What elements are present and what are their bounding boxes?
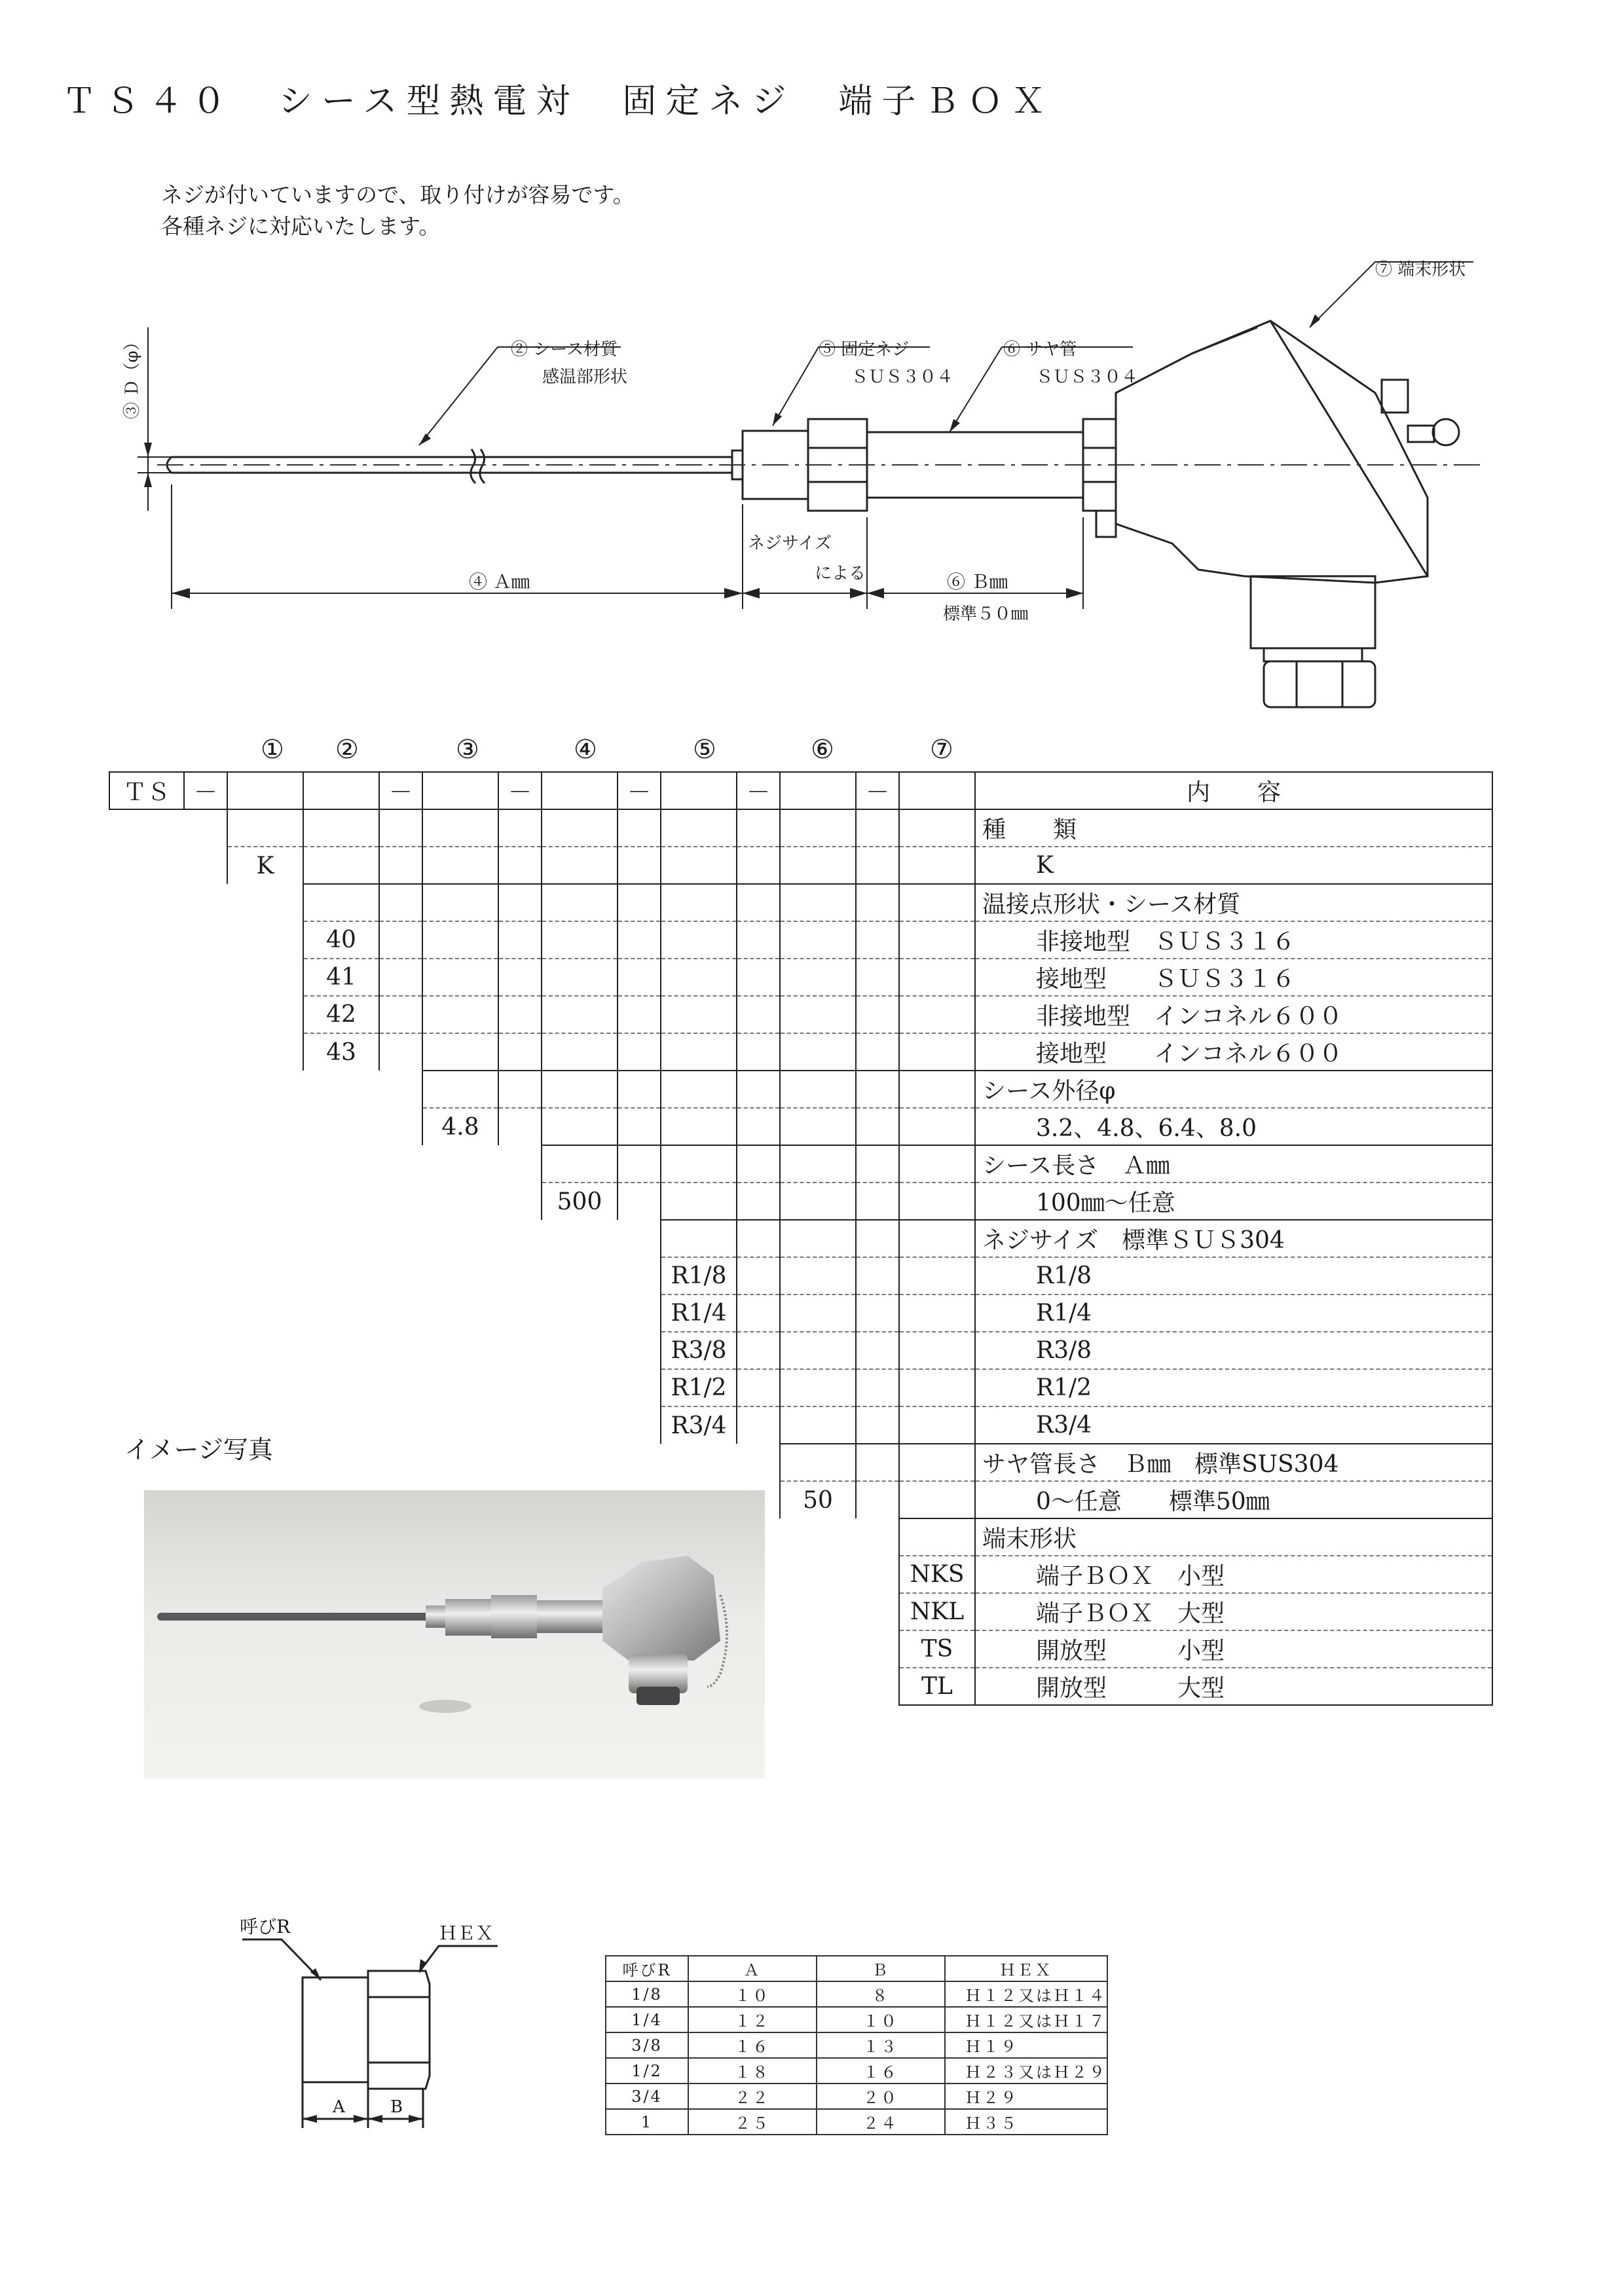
option-row [109,1183,1492,1220]
product-photo [144,1490,765,1778]
size-row [606,2032,1107,2058]
option-desc: 非接地型 インコネル６００ [975,996,1492,1033]
header-desc: 内 容 [975,772,1492,809]
size-cell: １２ [688,2007,817,2032]
chain-lug [1382,380,1408,413]
col-number: ⑦ [930,735,953,765]
photo-label: イメージ写真 [124,1435,273,1464]
size-row [606,2109,1107,2135]
size-cell: ２０ [817,2084,945,2109]
size-row [606,2084,1107,2109]
option-desc: R1/2 [975,1369,1492,1406]
option-code: 42 [303,996,379,1033]
option-desc: 非接地型 ＳＵＳ３１６ [975,921,1492,959]
option-code: 500 [542,1183,618,1220]
option-code: R1/4 [661,1294,737,1332]
size-cell: １０ [688,1981,817,2007]
section-title: 端末形状 [975,1518,1492,1556]
size-cell: Ｈ１９ [945,2032,1107,2058]
page-title: ＴＳ４０ シース型熱電対 固定ネジ 端子ＢＯＸ [62,82,1055,121]
section-title: 温接点形状・シース材質 [975,884,1492,921]
option-row [109,921,1492,959]
size-header: Ａ [688,1956,817,1981]
fitting-thread [303,1977,368,2082]
section-title: サヤ管長さ Ｂ㎜ 標準SUS304 [975,1444,1492,1481]
col-number: ① [261,735,284,765]
option-row [109,1369,1492,1406]
size-cell: 3/4 [606,2084,688,2109]
dim-label-a: ④ Ａ㎜ [469,571,530,593]
size-cell: ２２ [688,2084,817,2109]
option-desc: 100㎜～任意 [975,1183,1492,1220]
option-code: R1/2 [661,1369,737,1406]
option-code: R3/4 [661,1406,737,1444]
col-number: ④ [574,735,597,765]
size-header: ＨＥＸ [945,1956,1107,1981]
spec-header-row [109,772,1492,809]
option-row [109,1257,1492,1294]
dash-cell: － [379,772,422,809]
size-cell: ２４ [817,2109,945,2135]
dim-label-thread-1: ネジサイズ [748,534,832,553]
size-row [606,2058,1107,2084]
fitting-label-a: A [333,2097,345,2117]
label-diameter: ③ Ｄ（φ） [122,333,142,419]
section-row [109,1145,1492,1183]
label-fixed-thread: ⑤ 固定ネジ [819,340,910,359]
size-cell: １８ [688,2058,817,2084]
size-header-row [606,1956,1107,1981]
option-code: 4.8 [422,1108,498,1145]
fitting-label-r: 呼びR [240,1916,291,1937]
option-desc: 接地型 インコネル６００ [975,1033,1492,1071]
size-cell: Ｈ１２又はＨ１７ [945,2007,1107,2032]
option-code: NKL [899,1593,975,1630]
thread-size-table [605,1955,1108,2135]
option-row [109,1033,1492,1071]
dim-label-thread-2: による [815,564,866,583]
intro-line-2: 各種ネジに対応いたします。 [161,213,441,239]
intro-line-1: ネジが付いていますので、取り付けが容易です。 [161,182,635,208]
option-row [109,1108,1492,1145]
section-title: 種 類 [975,809,1492,847]
col-number: ⑥ [811,735,834,765]
option-desc: 開放型 大型 [975,1668,1492,1705]
break-mark [480,449,485,483]
cable-gland [1251,576,1375,648]
section-row [109,1071,1492,1108]
size-cell: １６ [688,2032,817,2058]
label-fixed-thread-material: ＳＵＳ３０４ [851,367,954,387]
size-cell: Ｈ２９ [945,2084,1107,2109]
option-row [109,1332,1492,1369]
fitting-label-b: B [390,2097,403,2117]
dash-cell: － [737,772,780,809]
option-code: K [227,847,303,884]
option-desc: 開放型 小型 [975,1630,1492,1668]
size-cell: 1/8 [606,1981,688,2007]
option-row [109,1294,1492,1332]
fitting-label-hex: ＨＥＸ [439,1922,494,1944]
size-cell: 3/8 [606,2032,688,2058]
label-sheath-material: ② シース材質 [511,340,618,359]
option-desc: R1/4 [975,1294,1492,1332]
size-row [606,2007,1107,2032]
option-desc: R3/8 [975,1332,1492,1369]
section-row [109,1444,1492,1481]
size-cell: 1/2 [606,2058,688,2084]
fitting-sketch [223,1899,537,2135]
break-mark [471,449,475,483]
size-cell: Ｈ１２又はＨ１４ [945,1981,1107,2007]
section-row [109,809,1492,847]
prefix-cell: ＴＳ [109,772,184,809]
dash-cell: － [618,772,661,809]
label-sensing-shape: 感温部形状 [542,367,628,387]
size-cell: Ｈ２３又はＨ２９ [945,2058,1107,2084]
option-code: TL [899,1668,975,1705]
cap-screw [1433,419,1459,445]
product-photo-illustration [144,1490,765,1778]
size-cell: １３ [817,2032,945,2058]
option-code: NKS [899,1556,975,1593]
option-row [109,847,1492,884]
technical-drawing [0,0,1624,733]
option-desc: K [975,847,1492,884]
col-number: ⑤ [693,735,716,765]
size-cell: ８ [817,1981,945,2007]
label-sleeve: ⑥ サヤ管 [1003,340,1077,359]
option-desc: 0～任意 標準50㎜ [975,1481,1492,1518]
dash-cell: － [184,772,227,809]
size-cell: １０ [817,2007,945,2032]
size-row [606,1981,1107,2007]
option-desc: 端子ＢＯＸ 小型 [975,1556,1492,1593]
dim-label-b-std: 標準５０㎜ [943,604,1029,624]
option-desc: 3.2、4.8、6.4、8.0 [975,1108,1492,1145]
option-desc: R3/4 [975,1406,1492,1444]
option-code: 43 [303,1033,379,1071]
option-desc: 端子ＢＯＸ 大型 [975,1593,1492,1630]
col-number: ② [335,735,359,765]
section-row [109,884,1492,921]
col-number: ③ [456,735,479,765]
label-sleeve-material: ＳＵＳ３０４ [1036,367,1139,387]
option-code: TS [899,1630,975,1668]
size-cell: 1/4 [606,2007,688,2032]
option-row [109,959,1492,996]
size-cell: ２５ [688,2109,817,2135]
dash-cell: － [856,772,899,809]
option-code: 41 [303,959,379,996]
section-title: シース長さ Ａ㎜ [975,1145,1492,1183]
option-code: R1/8 [661,1257,737,1294]
size-cell: 1 [606,2109,688,2135]
dash-cell: － [498,772,542,809]
section-row [109,1220,1492,1257]
option-desc: R1/8 [975,1257,1492,1294]
section-title: ネジサイズ 標準ＳＵＳ304 [975,1220,1492,1257]
option-desc: 接地型 ＳＵＳ３１６ [975,959,1492,996]
option-row [109,1406,1492,1444]
option-code: 40 [303,921,379,959]
fitting-hex [368,1971,430,2089]
size-cell: １６ [817,2058,945,2084]
terminal-head [1116,321,1428,583]
label-terminal-shape: ⑦ 端末形状 [1375,260,1466,280]
dim-label-b: ⑥ Ｂ㎜ [947,571,1008,593]
size-header: Ｂ [817,1956,945,1981]
size-cell: Ｈ３５ [945,2109,1107,2135]
option-code: 50 [780,1481,856,1518]
size-header: 呼びR [606,1956,688,1981]
option-row [109,996,1492,1033]
section-title: シース外径φ [975,1071,1492,1108]
option-code: R3/8 [661,1332,737,1369]
